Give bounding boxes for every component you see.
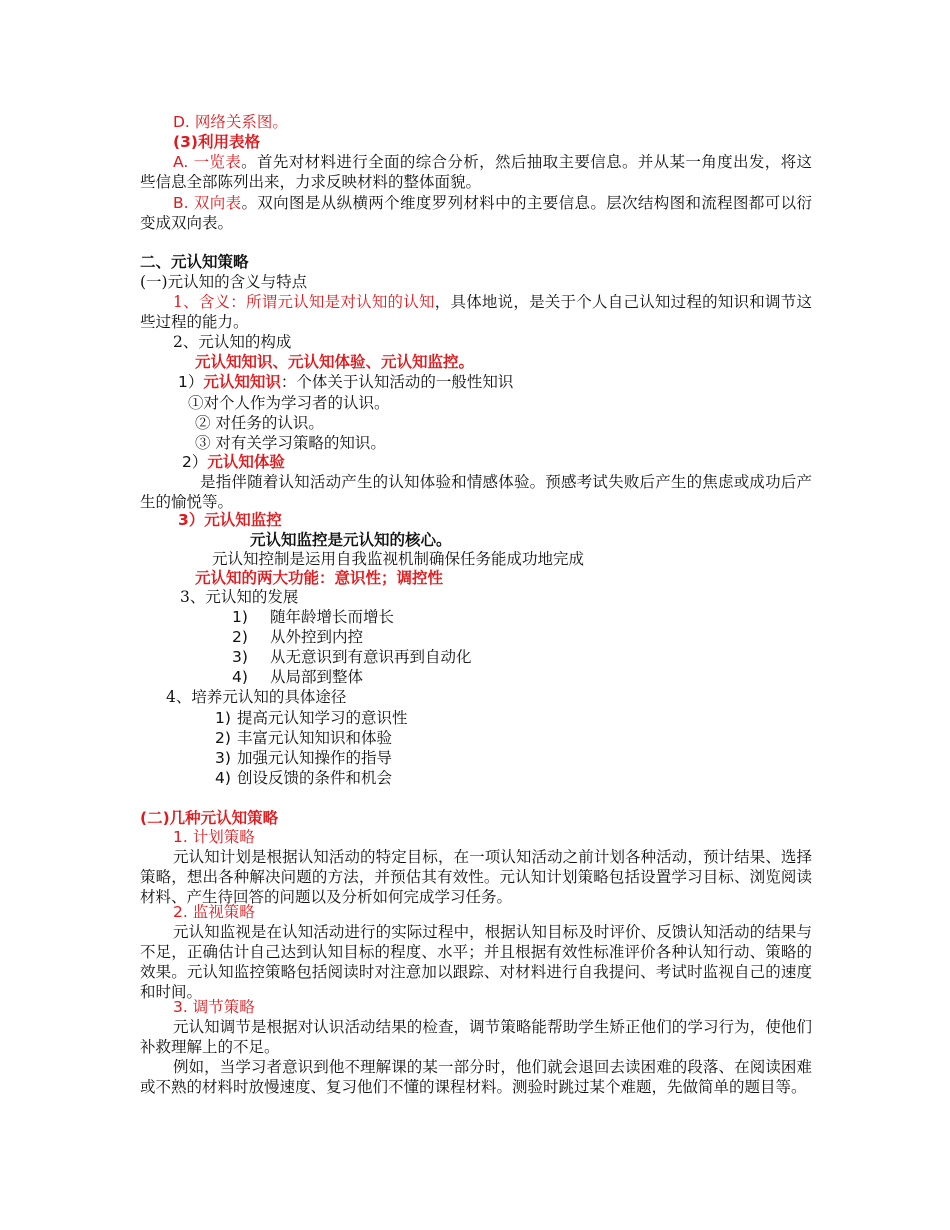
- monitoring-core: 元认知监控是元认知的核心。: [250, 531, 452, 549]
- experience-paragraph: 是指伴随着认知活动产生的认知体验和情感体验。预感考试失败后产生的焦虑或成功后产生的愉悦等。: [140, 473, 812, 511]
- cultivation-item-number: 2): [215, 729, 231, 747]
- development-item-number: 1): [232, 608, 248, 626]
- development-item: [232, 627, 363, 647]
- cultivation-item: [215, 728, 392, 748]
- monitoring-functions: 元认知的两大功能：意识性；调控性: [195, 569, 444, 587]
- planning-number: 1.: [173, 828, 188, 846]
- regulation-number: 3.: [173, 998, 188, 1016]
- strategies-heading: (二)几种元认知策略: [140, 809, 279, 827]
- monitoring-term: 元认知监控: [204, 511, 282, 529]
- knowledge-term: 元认知知识: [203, 373, 281, 391]
- monitoring-strategy-title: 监视策略: [192, 903, 255, 921]
- knowledge-item-3: ③ 对有关学习策略的知识。: [195, 434, 386, 452]
- monitoring-strategy-paragraph: 元认知监视是在认知活动进行的实际过程中，根据认知目标及时评价、反馈认知活动的结果与不足，正确估计自己达到认知目标的程度、水平；并且根据有效性标准评价各种认知行动、策略的效果。元认知监控策略包括阅读时对注意加以跟踪、对材料进行自我提问、考试时监视自己的速度和时间。: [140, 923, 812, 1001]
- experience-number: 2）: [182, 453, 208, 471]
- monitoring-body: 元认知控制是运用自我监视机制确保任务能成功地完成: [212, 550, 585, 568]
- regulation-title: 调节策略: [192, 998, 255, 1016]
- cultivation-item-text: 加强元认知操作的指导: [237, 749, 393, 767]
- cultivation-item-text: 丰富元认知知识和体验: [237, 729, 393, 747]
- knowledge-body: ：个体关于认知活动的一般性知识: [280, 373, 514, 391]
- cultivation-item-text: 提高元认知学习的意识性: [237, 709, 408, 727]
- cultivation-item-number: 3): [215, 749, 231, 767]
- subheading-meaning: (一)元认知的含义与特点: [140, 273, 308, 291]
- cultivation-item-text: 创设反馈的条件和机会: [237, 769, 393, 787]
- meaning-body: ，具体地说，是关于个人自己认知过程的知识和调节这些过程的能力。: [140, 293, 812, 331]
- item-b-paragraph: [140, 193, 812, 233]
- planning-title: 计划策略: [192, 828, 255, 846]
- item-a-body: 。首先对材料进行全面的综合分析，然后抽取主要信息。并从某一角度出发，将这些信息全部陈列出来，力求反映材料的整体面貌。: [140, 153, 812, 191]
- development-item-text: 随年龄增长而增长: [270, 608, 395, 626]
- item-a-label: A.: [173, 153, 189, 171]
- meaning-definition: 1、含义：所谓元认知是对认知的认知: [173, 293, 435, 311]
- knowledge-line: [178, 372, 513, 392]
- cultivation-item: [215, 768, 392, 788]
- monitoring-line: [178, 510, 282, 530]
- item-b-label: B.: [173, 194, 189, 212]
- development-item-text: 从局部到整体: [270, 668, 364, 686]
- monitoring-number: 3）: [178, 511, 205, 529]
- development-item: [232, 607, 394, 627]
- meaning-paragraph: [140, 292, 812, 332]
- cultivation-item-number: 4): [215, 769, 231, 787]
- development-item-number: 3): [232, 648, 248, 666]
- item-a-term: 一览表: [193, 153, 242, 171]
- item-b-body: 。双向图是从纵横两个维度罗列材料中的主要信息。层次结构图和流程图都可以衍变成双向表。: [140, 194, 812, 232]
- development-heading: 3、元认知的发展: [180, 588, 299, 606]
- regulation-heading: [173, 997, 255, 1017]
- regulation-paragraph: 元认知调节是根据对认识活动结果的检查，调节策略能帮助学生矫正他们的学习行为，使他们补救理解上的不足。: [140, 1018, 812, 1056]
- planning-paragraph: 元认知计划是根据认知活动的特定目标，在一项认知活动之前计划各种活动，预计结果、选择策略，想出各种解决问题的方法，并预估其有效性。元认知计划策略包括设置学习目标、浏览阅读材料、产生待回答的问题以及分析如何完成学习任务。: [140, 848, 812, 906]
- cultivation-item: [215, 708, 408, 728]
- section-heading-metacognition: 二、元认知策略: [140, 253, 249, 271]
- development-item-number: 2): [232, 628, 248, 646]
- development-item: [232, 647, 472, 667]
- monitoring-strategy-heading: [173, 902, 255, 922]
- item-d-text: 网络关系图。: [194, 113, 288, 131]
- composition-summary: 元认知知识、元认知体验、元认知监控。: [195, 353, 475, 371]
- item-b-term: 双向表: [193, 194, 242, 212]
- cultivation-item: [215, 748, 392, 768]
- use-table-heading: (3)利用表格: [173, 133, 260, 151]
- knowledge-item-2: ② 对任务的认识。: [195, 414, 324, 432]
- monitoring-strategy-number: 2.: [173, 903, 188, 921]
- planning-heading: [173, 827, 255, 847]
- cultivation-heading: 4、培养元认知的具体途径: [166, 688, 347, 706]
- development-item-text: 从外控到内控: [270, 628, 364, 646]
- development-item-text: 从无意识到有意识再到自动化: [270, 648, 472, 666]
- development-item-number: 4): [232, 668, 248, 686]
- experience-line: [182, 452, 285, 472]
- knowledge-number: 1）: [178, 373, 204, 391]
- composition-heading: 2、元认知的构成: [173, 333, 292, 351]
- experience-term: 元认知体验: [207, 453, 285, 471]
- item-a-paragraph: [140, 152, 812, 192]
- item-d-label: D.: [173, 113, 190, 131]
- regulation-example-paragraph: 例如，当学习者意识到他不理解课的某一部分时，他们就会退回去读困难的段落、在阅读困难或不熟的材料时放慢速度、复习他们不懂的课程材料。测验时跳过某个难题，先做简单的题目等。: [140, 1058, 812, 1096]
- development-item: [232, 667, 363, 687]
- knowledge-item-1: ①对个人作为学习者的认识。: [188, 394, 390, 412]
- cultivation-item-number: 1): [215, 709, 231, 727]
- item-d: [173, 112, 288, 132]
